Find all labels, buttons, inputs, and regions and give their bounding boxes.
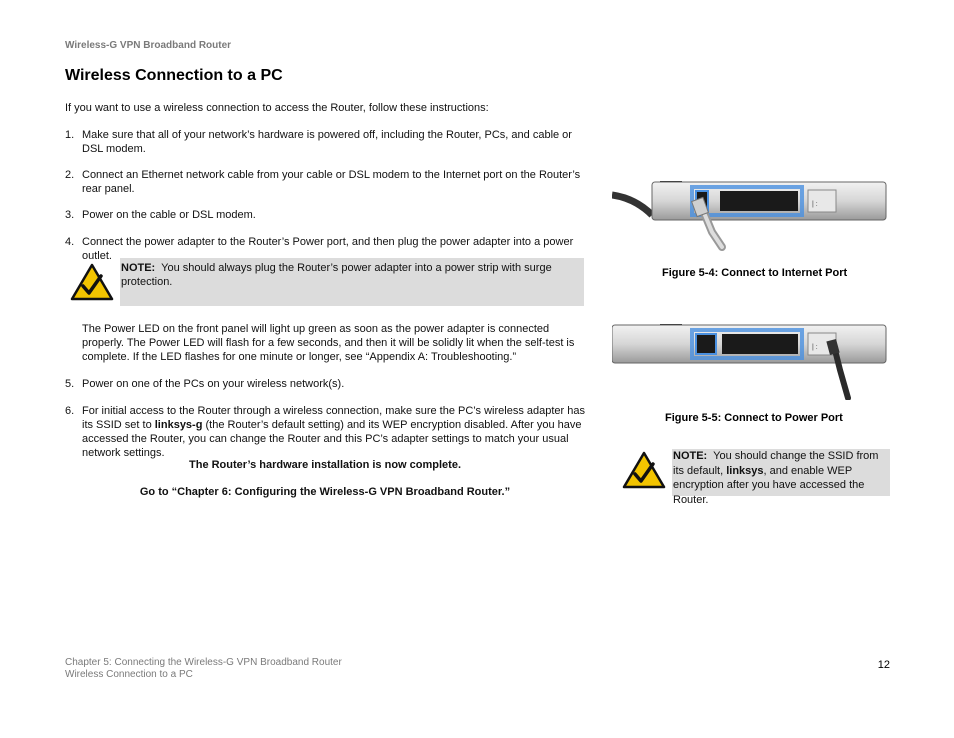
footer-section: Wireless Connection to a PC xyxy=(65,669,193,680)
step-3 xyxy=(65,208,585,222)
side-note-text: , and enable WEP encryption after you have accessed the Router. xyxy=(673,464,865,506)
goto-chapter-line: Go to “Chapter 6: Configuring the Wireless-G VPN Broadband Router.” xyxy=(139,486,511,498)
footer xyxy=(65,657,342,681)
page-number: 12 xyxy=(877,659,890,671)
step-text: Connect the power adapter to the Router’s Power port, and then plug the power adapter into a power outlet. xyxy=(82,236,574,262)
step-text: Connect an Ethernet network cable from your cable or DSL modem to the Internet port on the Router’s rear panel. xyxy=(82,169,581,195)
running-header: Wireless-G VPN Broadband Router xyxy=(65,40,232,51)
step-number: 4. xyxy=(65,236,75,248)
side-note-text: You should change the SSID from its default, xyxy=(673,450,879,477)
section-title: Wireless Connection to a PC xyxy=(65,67,283,84)
step-number: 6. xyxy=(65,405,75,417)
figure-caption-internet-port: Figure 5-4: Connect to Internet Port xyxy=(662,267,848,279)
power-led-paragraph: The Power LED on the front panel will light up green as soon as the power adapter is connected properly. The Power LED will flash for a few seconds, and then it will be solidly lit when the self-test is complete. If the LED flashes for one minute or longer, see “Appendix A: Troubleshooting.” xyxy=(82,323,575,363)
side-note-box xyxy=(672,449,890,506)
step-text xyxy=(82,404,585,460)
step-text: Power on one of the PCs on your wireless network(s). xyxy=(82,378,345,390)
step-number: 1. xyxy=(65,129,75,141)
figure-internet-port-illustration xyxy=(612,177,888,257)
figure-caption-power-port: Figure 5-5: Connect to Power Port xyxy=(665,412,843,424)
intro-paragraph: If you want to use a wireless connection to access the Router, follow these instructions: xyxy=(65,102,489,114)
svg-text:| :: | : xyxy=(812,344,818,351)
installation-complete-line: The Router’s hardware installation is now complete. xyxy=(189,459,461,471)
step-text-part: (the Router’s default setting) and its WEP encryption disabled. After you have accessed the Router, you can change the Router and this PC’s adapter settings to match your usual network settings. xyxy=(82,419,582,459)
caution-check-icon xyxy=(70,263,114,301)
footer-chapter: Chapter 5: Connecting the Wireless-G VPN Broadband Router xyxy=(65,657,342,668)
step-number: 5. xyxy=(65,378,75,390)
step-number: 2. xyxy=(65,169,75,181)
step-1 xyxy=(65,128,585,156)
figure-power-port-illustration xyxy=(612,320,888,400)
note-box xyxy=(120,258,584,306)
step-2 xyxy=(65,168,585,196)
step-5 xyxy=(65,377,585,391)
default-ssid: linksys xyxy=(726,464,764,477)
side-note-content xyxy=(673,449,887,507)
ssid-name: linksys-g xyxy=(154,419,203,431)
note-label: NOTE: xyxy=(673,450,708,462)
step-text: Make sure that all of your network’s hardware is powered off, including the Router, PCs, and cable or DSL modem. xyxy=(82,129,572,155)
step-number: 3. xyxy=(65,209,75,221)
step-text: Power on the cable or DSL modem. xyxy=(82,209,256,221)
caution-check-icon xyxy=(622,451,666,489)
step-6 xyxy=(65,404,585,460)
note-text: You should always plug the Router’s power adapter into a power strip with surge protection. xyxy=(121,262,552,288)
step-text-part: For initial access to the Router through a wireless connection, make sure the PC’s wireless adapter has its SSID set to xyxy=(82,405,585,431)
note-label: NOTE: xyxy=(121,262,156,274)
note-content xyxy=(121,261,583,289)
svg-text:| :: | : xyxy=(812,201,818,208)
